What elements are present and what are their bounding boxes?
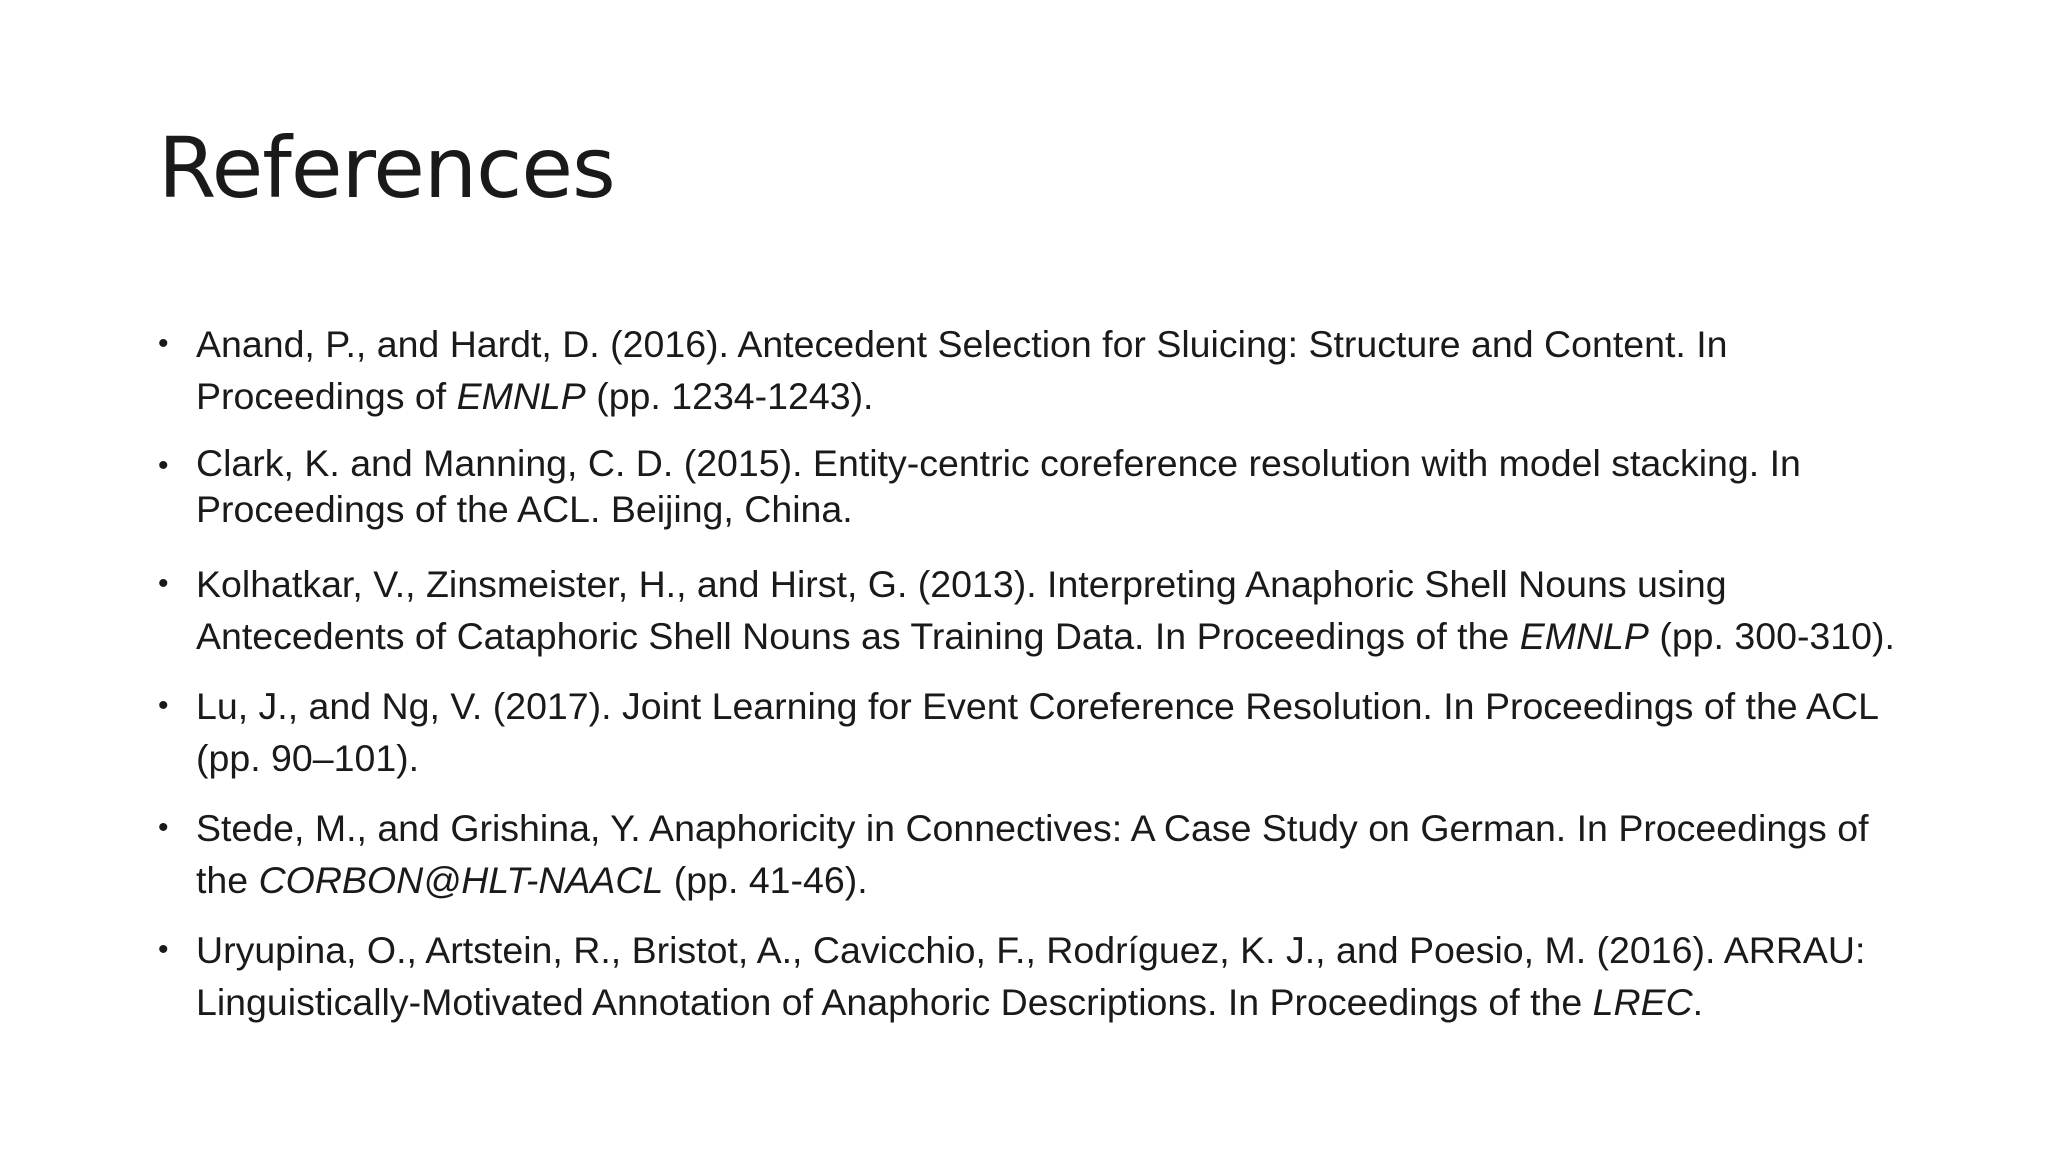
reference-line: [196, 854, 1958, 906]
reference-text: (pp. 300-310).: [1648, 615, 1895, 657]
venue-name: CORBON@HLT-NAACL: [258, 859, 664, 901]
bullet-icon: •: [158, 327, 169, 360]
reference-line: [196, 558, 1958, 610]
reference-text: Antecedents of Cataphoric Shell Nouns as Training Data. In Proceedings of the: [196, 615, 1520, 657]
reference-line: [196, 440, 1958, 486]
bullet-icon: •: [158, 567, 169, 600]
reference-line: [196, 802, 1958, 854]
reference-line: [196, 370, 1958, 422]
reference-line: [196, 610, 1958, 662]
slide-title: References: [158, 119, 615, 217]
reference-text: Uryupina, O., Artstein, R., Bristot, A., Cavicchio, F., Rodríguez, K. J., and Poesio, M. (2016). ARRAU:: [196, 929, 1866, 971]
reference-text: Stede, M., and Grishina, Y. Anaphoricity in Connectives: A Case Study on German. In Proceedings of: [196, 807, 1869, 849]
reference-line: [196, 318, 1958, 370]
reference-item: [158, 318, 1958, 422]
reference-item: [158, 440, 1958, 532]
venue-name: EMNLP: [456, 375, 586, 417]
bullet-icon: •: [158, 689, 169, 722]
reference-text: Anand, P., and Hardt, D. (2016). Antecedent Selection for Sluicing: Structure and Content. In: [196, 323, 1728, 365]
reference-list: [158, 318, 1958, 1046]
reference-item: [158, 680, 1958, 784]
reference-text: (pp. 1234-1243).: [585, 375, 874, 417]
reference-text: (pp. 90–101).: [196, 737, 420, 779]
reference-text: the: [196, 859, 259, 901]
reference-text: Lu, J., and Ng, V. (2017). Joint Learning for Event Coreference Resolution. In Proceedings of the ACL: [196, 685, 1879, 727]
reference-line: [196, 924, 1958, 976]
venue-name: EMNLP: [1519, 615, 1649, 657]
reference-line: [196, 732, 1958, 784]
reference-item: [158, 802, 1958, 906]
bullet-icon: •: [158, 811, 169, 844]
reference-line: [196, 976, 1958, 1028]
reference-text: Linguistically-Motivated Annotation of Anaphoric Descriptions. In Proceedings of the: [196, 981, 1593, 1023]
reference-line: [196, 680, 1958, 732]
reference-text: Proceedings of: [196, 375, 457, 417]
reference-text: Clark, K. and Manning, C. D. (2015). Entity-centric coreference resolution with model stacking. In: [196, 442, 1801, 484]
reference-text: .: [1692, 981, 1704, 1023]
reference-item: [158, 558, 1958, 662]
reference-item: [158, 924, 1958, 1028]
reference-text: Kolhatkar, V., Zinsmeister, H., and Hirst, G. (2013). Interpreting Anaphoric Shell Nouns using: [196, 563, 1727, 605]
reference-text: Proceedings of the ACL. Beijing, China.: [196, 488, 853, 530]
reference-text: (pp. 41-46).: [663, 859, 868, 901]
bullet-icon: •: [158, 933, 169, 966]
bullet-icon: •: [158, 449, 169, 482]
reference-line: [196, 486, 1958, 532]
venue-name: LREC: [1592, 981, 1693, 1023]
